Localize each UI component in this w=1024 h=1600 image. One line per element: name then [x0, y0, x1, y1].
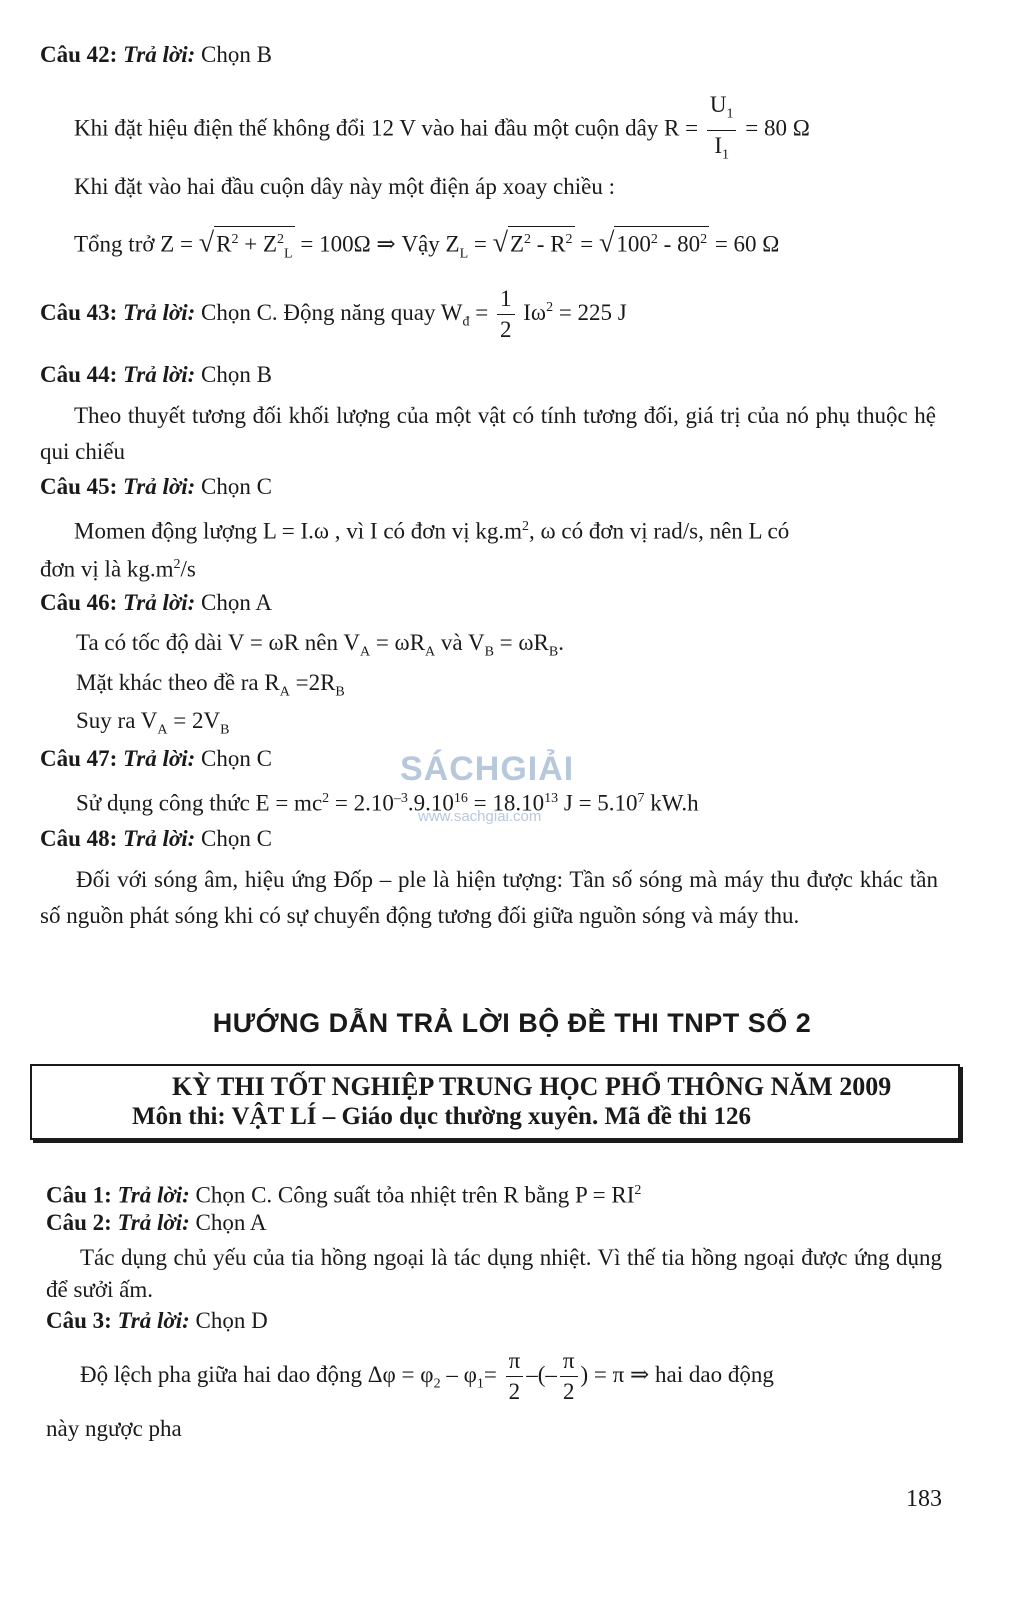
exam-title: KỲ THI TỐT NGHIỆP TRUNG HỌC PHỔ THÔNG NĂM 2009 — [172, 1072, 892, 1101]
sqrt-symbol: √ — [599, 227, 615, 259]
a2-q2-heading — [46, 1208, 266, 1238]
answer-choice: Chọn D — [195, 1308, 268, 1333]
answer-label: Trả lời: — [123, 474, 196, 499]
text: = 18.10 — [473, 790, 545, 816]
text: –(– — [526, 1361, 557, 1387]
question-label: Câu 3: — [46, 1308, 112, 1333]
subscript: đ — [462, 314, 470, 330]
answer-choice: Chọn C — [201, 474, 272, 499]
text: và V — [440, 630, 485, 655]
text: = ωR — [499, 630, 549, 655]
question-label: Câu 45: — [40, 474, 118, 499]
answer-choice: Chọn A — [201, 590, 272, 615]
watermark-logo — [400, 742, 610, 832]
radicand: $Z^2 - R^2$ — [508, 226, 575, 258]
subscript: 1 — [726, 106, 734, 122]
q47-heading — [40, 744, 272, 774]
a2-q3-line2: này ngược pha — [46, 1416, 182, 1441]
q47-line1: Sử dụng công thức $E = mc^2 = 2.10^{-3}.9.10^{16} = 18.10^{13}$ $J = 5.10^7$ kW.h — [76, 790, 699, 816]
sqrt-symbol: √ — [198, 227, 215, 259]
question-label: Câu 2: — [46, 1210, 112, 1235]
answer-choice: Chọn B — [201, 42, 272, 67]
text: Tổng trở Z = — [74, 231, 194, 257]
answer-choice: Chọn B — [201, 362, 272, 387]
text: Momen động lượng L = I.ω , vì I có đơn vị kg.m — [74, 518, 522, 544]
text: Mặt khác theo đề ra R — [76, 670, 280, 695]
exam-subject: Môn thi: VẬT LÍ – Giáo dục thường xuyên. Mã đề thi 126 — [132, 1103, 751, 1130]
text: Iω — [523, 299, 547, 325]
text: .9.10 — [407, 790, 454, 816]
question-label: Câu 47: — [40, 746, 118, 771]
fraction — [707, 90, 737, 170]
q46-line3: Suy ra $V_A = 2V_B$ — [76, 708, 230, 738]
answer-label: Trả lời: — [117, 1182, 190, 1208]
q43-line: Câu 43: Trả lời: Chọn C. Động năng quay $W_đ$ = $\frac{1}{2}$ $I\omega^2 = 225$ J — [40, 284, 627, 345]
a2-q2-body: Tác dụng chủ yếu của tia hồng ngoại là tác dụng nhiệt. Vì thế tia hồng ngoại được ứng dụng để sưởi ấm. — [46, 1245, 942, 1302]
text: = ωR — [375, 630, 426, 655]
a2-q3-heading — [46, 1306, 268, 1336]
text: 100 — [616, 231, 651, 257]
text: = — [483, 1361, 497, 1387]
denominator: 2 — [508, 1379, 521, 1404]
question-label: Câu 42: — [40, 42, 118, 67]
text: /s — [180, 556, 196, 582]
text: ) = π ⇒ hai dao động — [580, 1361, 774, 1387]
text: = — [580, 231, 594, 257]
q45-line2: đơn vị là $kg.m^2/s$ — [40, 556, 196, 582]
text: , ω có đơn vị rad/s, nên L có — [528, 518, 790, 544]
text: =2R — [295, 670, 336, 695]
numerator: π — [506, 1346, 524, 1377]
question-label: Câu 43: — [40, 299, 118, 325]
text: Chọn C. Động năng quay W — [201, 299, 463, 325]
text: = 60 Ω — [714, 231, 780, 257]
denominator: I — [714, 132, 722, 158]
text: Chọn C. Công suất tỏa nhiệt trên R bằng P = RI — [195, 1182, 635, 1208]
text: Khi đặt hiệu điện thế không đổi 12 V vào hai đầu một cuộn dây R = — [74, 115, 699, 141]
answer-label: Trả lời: — [123, 746, 196, 771]
watermark-brand: SÁCHGIẢI — [400, 750, 575, 788]
answer-label: Trả lời: — [123, 42, 196, 67]
answer-label: Trả lời: — [117, 1308, 190, 1333]
answer-label: Trả lời: — [123, 826, 196, 851]
q42-line1 — [74, 90, 810, 170]
superscript: 2 — [634, 1183, 642, 1198]
q42-heading — [40, 40, 272, 70]
text: Độ lệch pha giữa hai dao động Δφ = φ — [80, 1361, 434, 1387]
text: = 100Ω ⇒ Vậy Z — [300, 231, 460, 257]
question-label: Câu 44: — [40, 362, 118, 387]
q46-heading — [40, 588, 272, 618]
radicand: $100^2 - 80^2$ — [614, 226, 709, 258]
q46-line1: Ta có tốc độ dài V = ωR nên $V_A = \omega R_A$ và $V_B = \omega R_B$. — [76, 630, 564, 660]
q45-heading — [40, 472, 272, 502]
radicand: $R^2 + Z^2_L$ — [214, 226, 294, 267]
answer-choice: Chọn C — [201, 826, 272, 851]
text: Z — [509, 231, 525, 257]
answer-label: Trả lời: — [123, 362, 196, 387]
denominator: 2 — [562, 1379, 575, 1404]
answer-label: Trả lời: — [117, 1210, 190, 1235]
a2-q1-line — [46, 1176, 641, 1211]
section-title: HƯỚNG DẪN TRẢ LỜI BỘ ĐỀ THI TNPT SỐ 2 — [212, 1008, 812, 1038]
q48-body: Đối với sóng âm, hiệu ứng Đốp – ple là hiện tượng: Tần số sóng mà máy thu được khác tần số nguồn phát sóng khi có sự chuyển động tương đối giữa nguồn sóng và máy thu. — [40, 867, 938, 928]
question-label: Câu 1: — [46, 1182, 112, 1208]
q44-body: Theo thuyết tương đối khối lượng của một vật có tính tương đối, giá trị của nó phụ thuộc hệ qui chiếu — [40, 403, 936, 464]
text: Sử dụng công thức E = mc — [76, 790, 323, 816]
text: kW.h — [650, 790, 699, 816]
text: + Z — [244, 231, 278, 257]
q42-line3: Tổng trở $Z = √R^2 + Z^2_L = 100\Omega$ ⇒ Vậy $Z_L = √Z^2 - R^2 = √100^2 - 80^2 = 60$ Ω — [74, 226, 779, 269]
text: Suy ra V — [76, 708, 158, 733]
text: = 225 J — [558, 299, 627, 325]
text: = 2.10 — [334, 790, 394, 816]
text: = 2V — [173, 708, 221, 733]
text: = — [473, 231, 487, 257]
a2-q3-line1: Độ lệch pha giữa hai dao động $\Delta\varphi = \varphi_2 - \varphi_1=$ $\frac{\pi}{2}$ –(– $\frac{\pi}{2}$ ) = π ⇒ hai dao động — [80, 1346, 774, 1407]
text: – φ — [446, 1361, 477, 1387]
text: đơn vị là kg.m — [40, 556, 174, 582]
answer-choice: Chọn A — [195, 1210, 267, 1235]
question-label: Câu 46: — [40, 590, 118, 615]
q42-line2: Khi đặt vào hai đầu cuộn dây này một điện áp xoay chiều : — [74, 174, 615, 199]
sqrt-symbol: √ — [492, 227, 508, 259]
fraction — [506, 1346, 524, 1407]
question-label: Câu 48: — [40, 826, 118, 851]
text: Ta có tốc độ dài V = ωR nên V — [76, 630, 360, 655]
page-number: 183 — [906, 1486, 942, 1512]
numerator: 1 — [497, 284, 515, 315]
fraction — [497, 284, 515, 345]
q45-line1: Momen động lượng L = I.ω , vì I có đơn vị $kg.m^2$, ω có đơn vị rad/s, nên L có — [74, 518, 790, 544]
text: - 80 — [663, 231, 701, 257]
text: - R — [536, 231, 566, 257]
fraction — [560, 1346, 578, 1407]
text: J = 5.10 — [563, 790, 638, 816]
text: = — [475, 299, 489, 325]
text: = 80 Ω — [745, 115, 810, 141]
answer-label: Trả lời: — [123, 590, 196, 615]
exam-header-box — [30, 1064, 960, 1140]
text: R — [216, 231, 232, 257]
q48-heading — [40, 824, 272, 854]
watermark-url: www.sachgiai.com — [418, 808, 542, 825]
subscript: 1 — [721, 147, 729, 163]
answer-choice: Chọn C — [201, 746, 272, 771]
q44-heading — [40, 360, 272, 390]
denominator: 2 — [500, 317, 512, 342]
numerator: π — [560, 1346, 578, 1377]
q46-line2: Mặt khác theo đề ra $R_A =2R_B$ — [76, 670, 345, 700]
numerator: U — [709, 92, 727, 117]
answer-label: Trả lời: — [123, 299, 196, 325]
